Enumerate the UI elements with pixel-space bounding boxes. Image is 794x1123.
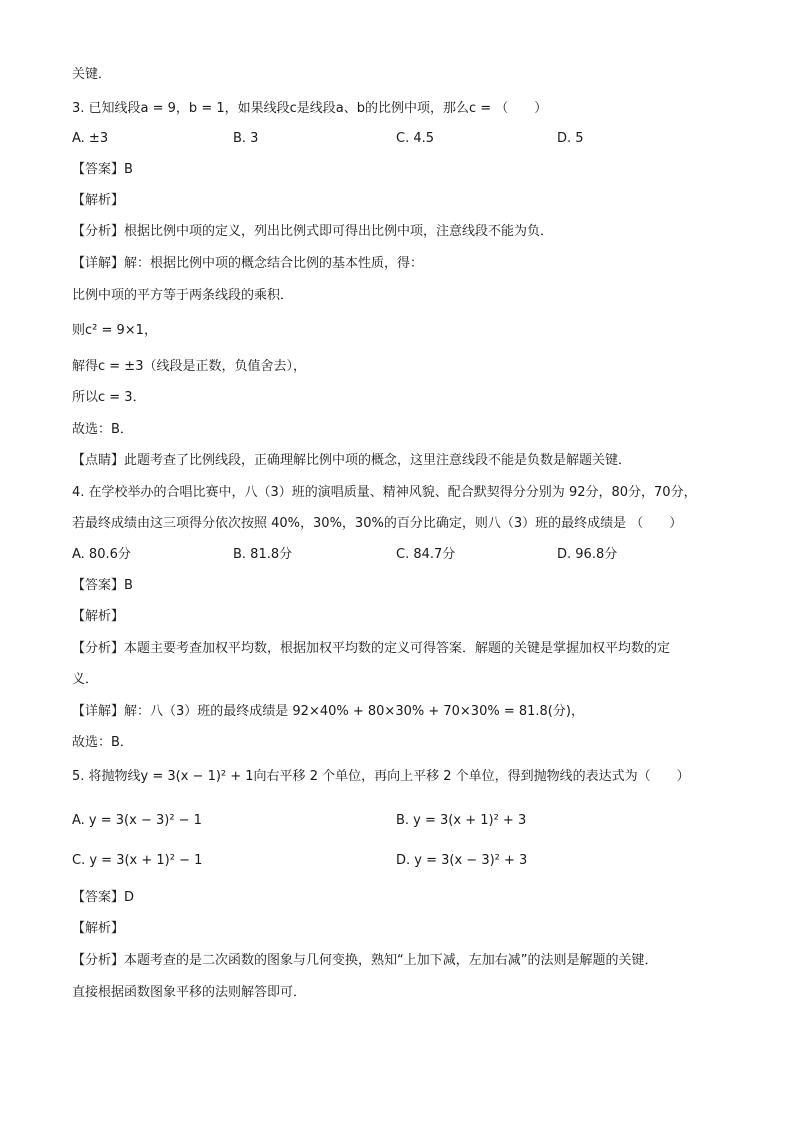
q3-option-c: C. 4.5 (396, 131, 435, 146)
q3-detail-2: 比例中项的平方等于两条线段的乘积． (72, 288, 294, 303)
q4-analysis-header: 【解析】 (72, 609, 125, 624)
q4-option-a: A. 80.6分 (72, 547, 131, 562)
q3-option-d: D. 5 (557, 131, 584, 146)
q3-detail-3: 则c² = 9×1， (72, 323, 157, 338)
q4-option-b: B. 81.8分 (233, 547, 293, 562)
q3-choose: 故选：B． (72, 422, 133, 437)
q4-answer: 【答案】B (72, 578, 133, 593)
q5-detail: 直接根据函数图象平移的法则解答即可． (72, 985, 307, 1000)
q3-detail-4: 解得c = ±3（线段是正数，负值舍去）， (72, 359, 306, 374)
q3-fenxi: 【分析】根据比例中项的定义，列出比例式即可得出比例中项，注意线段不能为负． (72, 224, 554, 239)
q5-answer: 【答案】D (72, 890, 135, 905)
q4-stem-2: 若最终成绩由这三项得分依次按照 40%，30%，30%的百分比确定，则八（3）班的最终成绩是 （ ） (72, 516, 683, 531)
q3-detail-5: 所以c = 3． (72, 390, 146, 405)
q3-analysis-header: 【解析】 (72, 193, 125, 208)
q4-detail: 【详解】解：八（3）班的最终成绩是 92×40% + 80×30% + 70×30% = 81.8(分)， (72, 704, 584, 719)
q3-comment: 【点睛】此题考查了比例线段，正确理解比例中项的概念，这里注意线段不能是负数是解题关键． (72, 453, 632, 468)
q4-option-d: D. 96.8分 (557, 547, 618, 562)
q4-choose: 故选：B． (72, 735, 133, 750)
q5-fenxi: 【分析】本题考查的是二次函数的图象与几何变换，熟知“上加下减，左加右减”的法则是解题的关键． (72, 953, 658, 968)
q5-option-d: D. y = 3(x − 3)² + 3 (396, 853, 528, 868)
q3-answer: 【答案】B (72, 162, 133, 177)
q4-stem-1: 4. 在学校举办的合唱比赛中，八（3）班的演唱质量、精神风貌、配合默契得分分别为 92分，80分，70分， (72, 485, 697, 500)
q4-option-c: C. 84.7分 (396, 547, 456, 562)
q5-option-a: A. y = 3(x − 3)² − 1 (72, 813, 202, 828)
q3-option-a: A. ±3 (72, 131, 109, 146)
q3-stem: 3. 已知线段a = 9，b = 1，如果线段c是线段a、b的比例中项，那么c = （ ） (72, 101, 548, 116)
q5-analysis-header: 【解析】 (72, 921, 125, 936)
q5-option-c: C. y = 3(x + 1)² − 1 (72, 853, 203, 868)
q4-fenxi-2: 义． (72, 672, 99, 687)
q5-option-b: B. y = 3(x + 1)² + 3 (396, 813, 527, 828)
q3-detail-1: 【详解】解：根据比例中项的概念结合比例的基本性质，得： (72, 256, 424, 271)
q4-fenxi-1: 【分析】本题主要考查加权平均数，根据加权平均数的定义可得答案．解题的关键是掌握加权平均数的定 (72, 641, 671, 656)
q3-option-b: B. 3 (233, 131, 259, 146)
q2-tail: 关键． (72, 67, 112, 82)
q5-stem: 5. 将抛物线y = 3(x − 1)² + 1向右平移 2 个单位，再向上平移 2 个单位，得到抛物线的表达式为（ ） (72, 769, 690, 784)
